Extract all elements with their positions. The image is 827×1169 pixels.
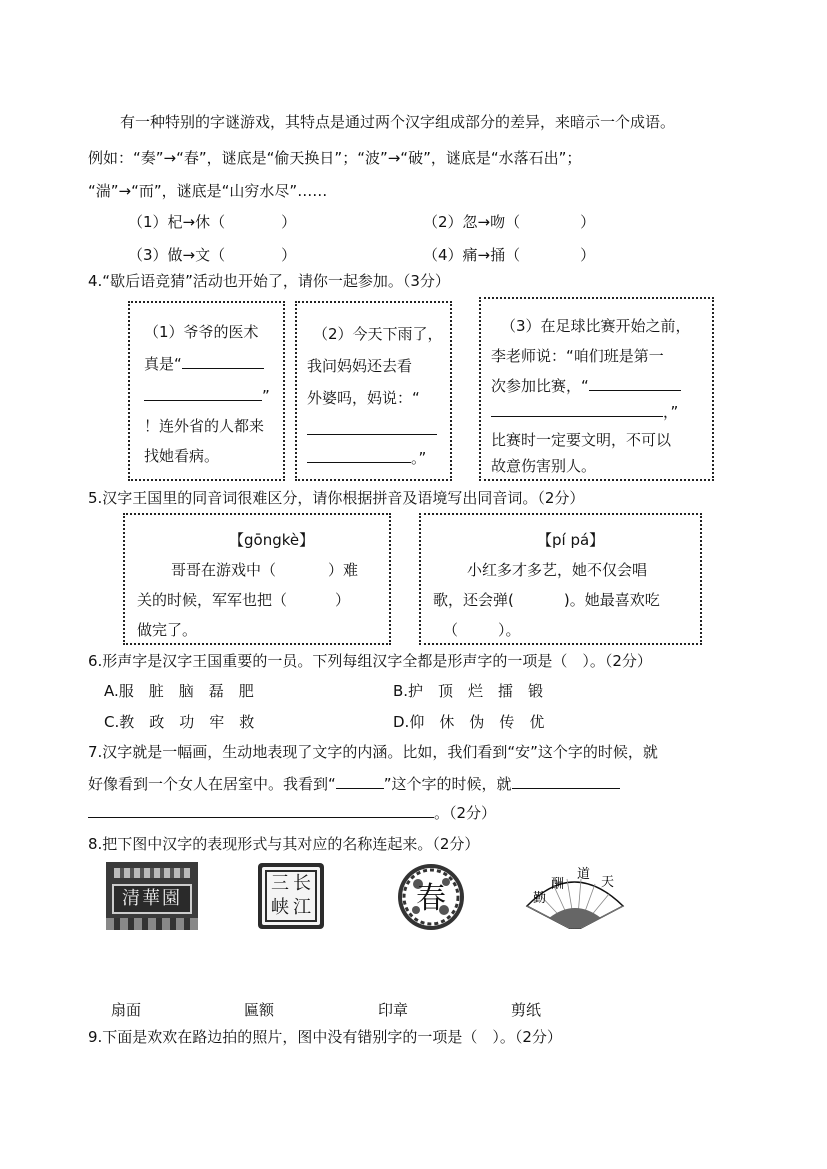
intro-line-3: “湍”→“而”，谜底是“山穷水尽”…… <box>88 182 328 200</box>
q7-line-1: 7.汉字就是一幅画，生动地表现了文字的内涵。比如，我们看到“安”这个字的时候，就 <box>88 743 658 761</box>
q4-box3-line3: 次参加比赛，“ <box>491 371 681 401</box>
q5-right-line2: 歌，还会弹( )。她最喜欢吃 <box>433 591 660 609</box>
q8-title: 8.把下图中汉字的表现形式与其对应的名称连起来。（2分） <box>88 835 480 853</box>
q5-right-line3: （ ）。 <box>443 621 521 639</box>
seal-char-2: 长 <box>293 873 311 894</box>
label-seal: 印章 <box>378 1001 409 1019</box>
q5-left-pinyin: 【gōngkè】 <box>229 531 315 549</box>
intro-line-1: 有一种特别的字谜游戏，其特点是通过两个汉字组成部分的差异，来暗示一个成语。 <box>120 113 676 131</box>
riddle-4-label: （4）痛→捅（ <box>423 246 521 264</box>
q9-title: 9.下面是欢欢在路边拍的照片，图中没有错别字的一项是（ ）。（2分） <box>88 1028 562 1046</box>
riddle-4-close: ） <box>580 246 596 264</box>
riddle-2-label: （2）忽→吻（ <box>423 213 521 231</box>
fan-char-4: 勤 <box>533 891 547 906</box>
fan-image <box>519 862 629 932</box>
q4-box2-line3: 外婆吗，妈说：“ <box>307 389 420 407</box>
riddle-3-label: （3）做→文（ <box>128 246 226 264</box>
q4-box3-line4: ，” <box>491 397 678 427</box>
seal-char-1: 三 <box>271 873 289 894</box>
q6-option-a: A.服 脏 脑 磊 肥 <box>104 682 254 700</box>
seal-image <box>258 863 324 929</box>
riddle-2-close: ） <box>580 213 596 231</box>
q4-box3-line2: 李老师说：“咱们班是第一 <box>491 347 664 365</box>
q5-left-line1: 哥哥在游戏中（ ）难 <box>171 561 359 579</box>
q5-right-line1: 小红多才多艺，她不仅会唱 <box>467 561 648 579</box>
q4-box1-line2: 真是“ <box>144 349 264 379</box>
q5-right-pinyin: 【pí pá】 <box>537 531 605 549</box>
q4-box2-line2: 我问妈妈还去看 <box>307 357 413 375</box>
q4-box3-line5: 比赛时一定要文明，不可以 <box>491 431 672 449</box>
riddle-3 <box>128 245 296 265</box>
q4-box-1 <box>128 301 285 481</box>
q4-box2-line4 <box>307 415 437 445</box>
label-plaque: 匾额 <box>244 1001 275 1019</box>
q5-left-line3: 做完了。 <box>137 621 198 639</box>
q4-box3-line6: 故意伤害别人。 <box>491 457 597 475</box>
seal-char-3: 峡 <box>271 897 289 918</box>
q5-left-line2: 关的时候，军军也把（ ） <box>137 591 351 609</box>
q4-box1-line5: 找她看病。 <box>144 447 220 465</box>
seal-char-4: 江 <box>293 897 311 918</box>
q5-title: 5.汉字王国里的同音词很难区分，请你根据拼音及语境写出同音词。（2分） <box>88 489 585 507</box>
q4-box1-line4: ！连外省的人都来 <box>144 417 265 435</box>
riddle-2 <box>423 212 595 232</box>
q7-line-2: 好像看到一个女人在居室中。我看到“ ”这个字的时候，就 <box>88 774 620 794</box>
q4-box1-line3: ” <box>144 381 270 411</box>
plaque-text: 清華園 <box>122 888 182 909</box>
q7-line-3: 。（2分） <box>88 803 496 823</box>
q4-box-2 <box>295 301 452 481</box>
q6-option-d: D.仰 休 伪 传 优 <box>393 713 545 731</box>
q5-box-left <box>123 513 391 645</box>
riddle-1-label: （1）杞→休（ <box>128 213 226 231</box>
fan-char-3: 酬 <box>551 877 565 892</box>
fan-char-1: 天 <box>601 875 615 890</box>
q4-box3-line1: （3）在足球比赛开始之前， <box>501 317 691 335</box>
q6-option-c: C.教 政 功 牢 救 <box>104 713 255 731</box>
papercut-image <box>396 862 466 932</box>
riddle-4 <box>423 245 595 265</box>
riddle-1 <box>128 212 296 232</box>
plaque-image <box>106 862 198 930</box>
q4-box2-line5: 。” <box>307 443 426 473</box>
q4-box2-line1: （2）今天下雨了， <box>313 325 443 343</box>
riddle-3-close: ） <box>281 246 297 264</box>
fan-char-2: 道 <box>577 867 591 882</box>
q4-box-3 <box>479 297 714 481</box>
q5-box-right <box>419 513 702 645</box>
intro-line-2: 例如：“奏”→“春”，谜底是“偷天换日”；“波”→“破”，谜底是“水落石出”； <box>88 149 582 167</box>
label-fan: 扇面 <box>111 1001 142 1019</box>
q6-title: 6.形声字是汉字王国重要的一员。下列每组汉字全都是形声字的一项是（ ）。（2分） <box>88 652 652 670</box>
papercut-char: 春 <box>416 881 446 916</box>
q6-option-b: B.护 顶 烂 擂 锻 <box>393 682 544 700</box>
q4-box1-line1: （1）爷爷的医术 <box>144 323 259 341</box>
riddle-1-close: ） <box>281 213 297 231</box>
label-papercut: 剪纸 <box>511 1001 542 1019</box>
q4-title: 4.“歇后语竞猜”活动也开始了，请你一起参加。（3分） <box>88 272 450 290</box>
